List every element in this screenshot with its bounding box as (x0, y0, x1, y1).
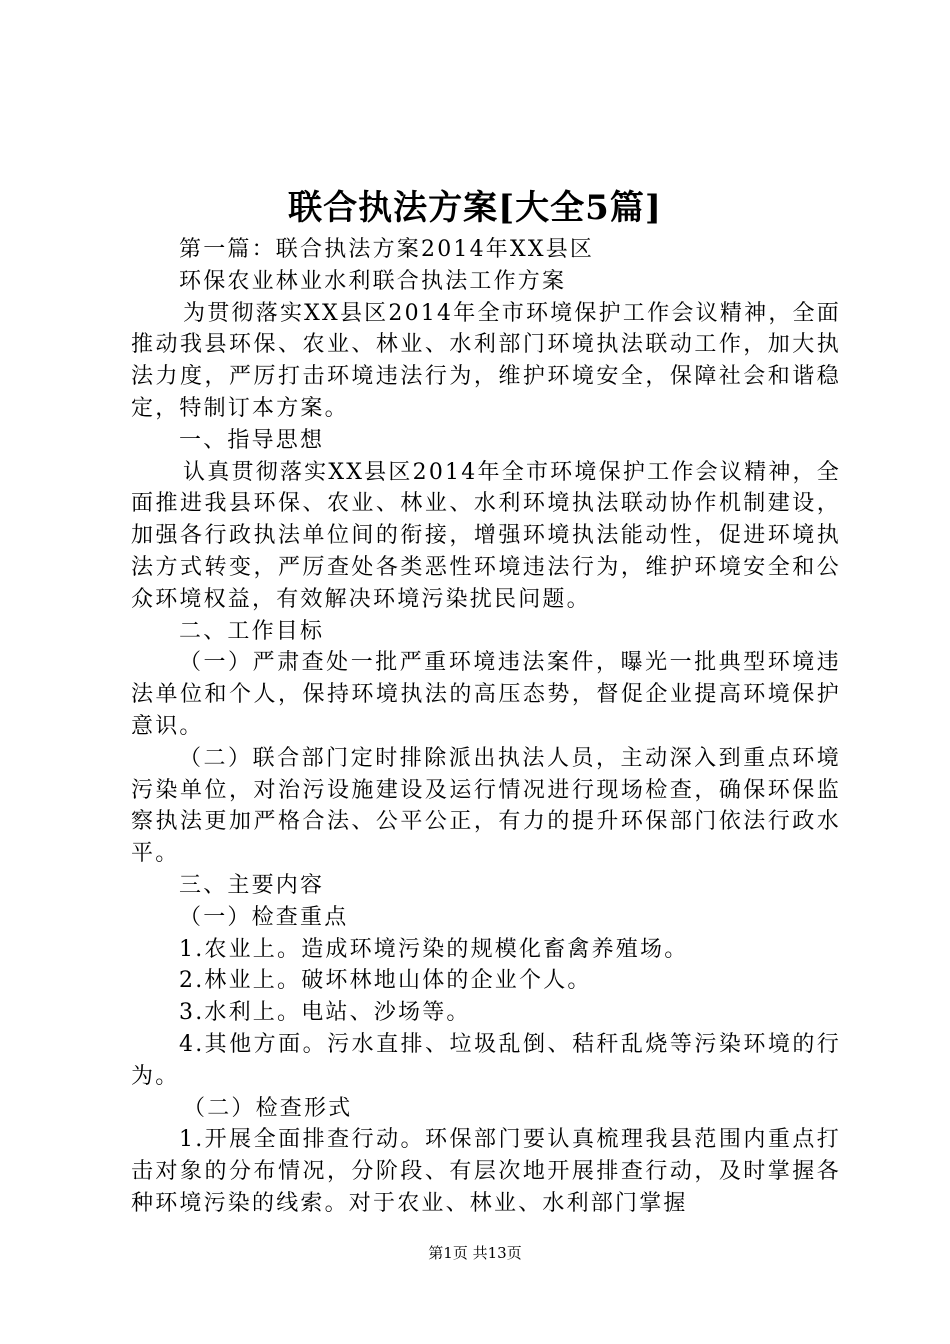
subtitle: 环保农业林业水利联合执法工作方案 (179, 268, 567, 294)
body-paragraph: 为贯彻落实XX县区2014年全市环境保护工作会议精神，全面推动我县环保、农业、林业、水利部门环境执法联动工作，加大执法力度，严厉打击环境违法行为，维护环境安全，保障社会和谐稳定，特制订本方案。 (131, 300, 841, 421)
chapter-heading: 第一篇：联合执法方案2014年XX县区 (179, 237, 595, 262)
page-number-footer: 第1页 共13页 (428, 1244, 522, 1262)
section-heading: 二、工作目标 (179, 618, 325, 644)
subsection-heading: （一）检查重点 (179, 904, 349, 930)
section-heading: 一、指导思想 (179, 427, 325, 453)
body-paragraph: （二）联合部门定时排除派出执法人员，主动深入到重点环境污染单位，对治污设施建设及运行情况进行现场检查，确保环保监察执法更加严格合法、公平公正，有力的提升环保部门依法行政水平。 (131, 745, 841, 867)
list-item: 4.其他方面。污水直排、垃圾乱倒、秸秆乱烧等污染环境的行为。 (131, 1031, 841, 1089)
subsection-heading: （二）检查形式 (183, 1095, 353, 1121)
list-item: 3.水利上。电站、沙场等。 (179, 1000, 471, 1026)
body-paragraph: 认真贯彻落实XX县区2014年全市环境保护工作会议精神，全面推进我县环保、农业、林业、水利环境执法联动协作机制建设，加强各行政执法单位间的衔接，增强环境执法能动性，促进环境执法方式转变，严厉查处各类恶性环境违法行为，维护环境安全和公众环境权益，有效解决环境污染扰民问题。 (131, 459, 841, 612)
list-item: 2.林业上。破坏林地山体的企业个人。 (179, 968, 592, 994)
body-paragraph: （一）严肃查处一批严重环境违法案件，曝光一批典型环境违法单位和个人，保持环境执法的高压态势，督促企业提高环境保护意识。 (131, 650, 841, 739)
document-title: 联合执法方案[大全5篇] (288, 188, 662, 228)
list-item: 1.农业上。造成环境污染的规模化畜禽养殖场。 (179, 936, 689, 962)
list-item: 1.开展全面排查行动。环保部门要认真梳理我县范围内重点打击对象的分布情况，分阶段、有层次地开展排查行动，及时掌握各种环境污染的线索。对于农业、林业、水利部门掌握 (131, 1127, 841, 1216)
section-heading: 三、主要内容 (179, 872, 325, 898)
document-body (131, 234, 841, 1220)
